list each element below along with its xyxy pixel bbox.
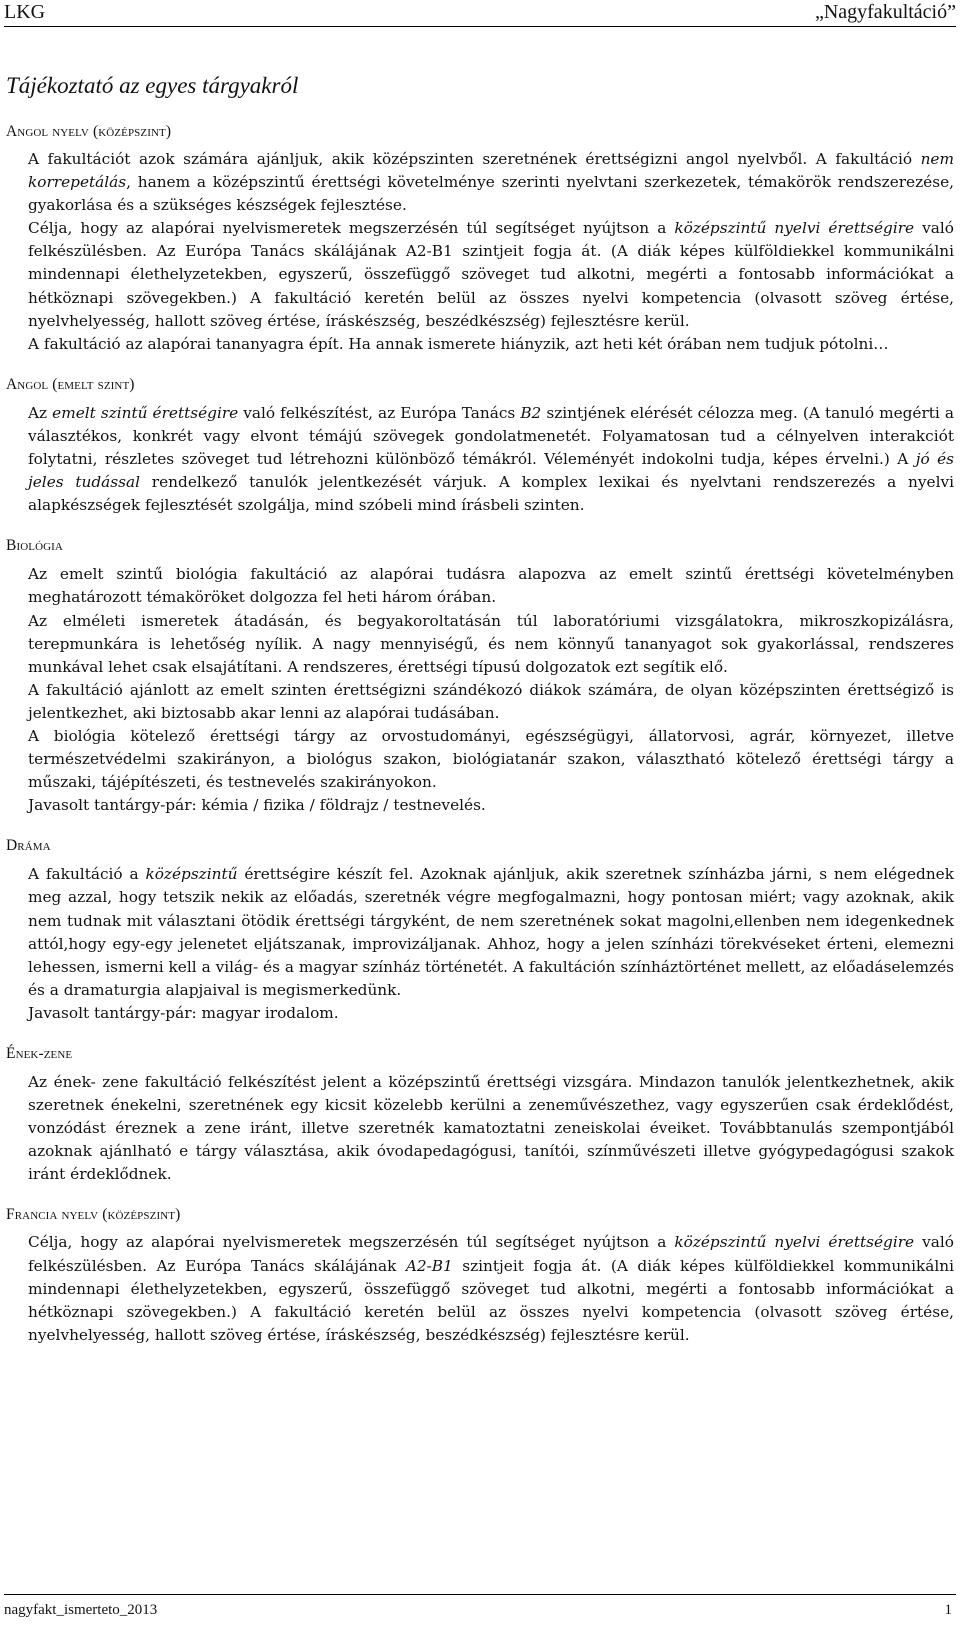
text-run: szintjeit fogja át. (A diák képes külföldiekkel kommunikálni mindennapi élethelyzetekben, egyszerű, összefüggő szöveget tud alkotni, megérti a fontosabb információkat a hétköznapi szövegekben.) A fakultáció keretén belül az összes nyelvi kompetencia (olvasott szöveg értése, nyelvhelyesség, hallott szöveg értése, íráskészség, beszédkészség) fejlesztésre kerül. bbox=[28, 1256, 955, 1344]
text-run: érettségire készít fel. Azoknak ajánljuk, akik szeretnek színházba járni, s nem elégednek meg azzal, hogy tetszik nekik az előadás, szeretnék végre megfogalmazni, hogy pontosan miért; vagy azoknak, akik nem tudnak mit választani ötödik érettségi tárgyként, de nem szeretnének sokat magolni,ellenben nem idegenkednek attól,hogy egy-egy jelenetet eljátszanak, improvizáljanak. Ahhoz, hogy a jelen színházi törekvéseket érteni, elemezni lehessen, ismerni kell a világ- és a magyar színház történetét. A fakultáción színháztörténet mellett, az előadáselemzés és a dramaturgia alapjaival is megismerkedünk. bbox=[28, 865, 954, 999]
section-heading: Biológia bbox=[6, 537, 63, 555]
emphasis: középszintű bbox=[145, 865, 238, 884]
paragraph: A biológia kötelező érettségi tárgy az orvostudományi, egészségügyi, állatorvosi, agrár, környezet, illetve természetvédelmi szakirányon, a biológus szakon, biológiatanár szakon, választható kötelező érettségi tárgy a műszaki, tájépítészeti, és testnevelés szakirányokon. bbox=[28, 726, 954, 792]
text-run: , hanem a középszintű érettségi követelménye szerinti nyelvtani szerkezetek, témakörök rendszerezése, gyakorlása és a szükséges készségek fejlesztése. bbox=[28, 173, 954, 215]
document-content bbox=[0, 123, 960, 1347]
emphasis: B2 bbox=[520, 403, 542, 422]
paragraph bbox=[28, 863, 954, 1002]
header-school-abbrev: LKG bbox=[4, 1, 46, 23]
paragraph: Az elméleti ismeretek átadásán, és begyakoroltatásán túl laboratóriumi vizsgálatokra, mikroszkopizálásra, terepmunkára is lehetőség nyílik. A nagy mennyiségű, és nem könnyű tananyagot sok gyakorlással, rendszeres munkával lehet csak elsajátítani. A rendszeres, érettségi típusú dolgozatok ezt segítik elő. bbox=[28, 611, 954, 676]
text-run: való felkészülésben. Az Európa Tanács skálájának A2-B1 szintjeit fogja át. (A diák képes külföldiekkel kommunikálni mindennapi élethelyzetekben, egyszerű, összefüggő szöveget tud alkotni, megérti a fontosabb információkat a hétköznapi szövegekben.) A fakultáció keretén belül az összes nyelvi kompetencia (olvasott szöveg értése, nyelvhelyesség, hallott szöveg értése, íráskészség, beszédkészség) fejlesztésre kerül. bbox=[28, 219, 954, 330]
section-angol-emelt-szint bbox=[0, 376, 960, 517]
section-heading: Ének-zene bbox=[6, 1045, 73, 1062]
text-run: A fakultációt azok számára ajánljuk, akik középszinten szeretnének érettségizni angol nyelvből. A fakultáció bbox=[28, 150, 921, 168]
emphasis: nem korrepetálás bbox=[28, 150, 954, 192]
paragraph: Az ének- zene fakultáció felkészítést jelent a középszintű érettségi vizsgára. Mindazon tanulók jelentkezhetnek, akik szeretnek énekelni, szeretnének egy kicsit közelebb kerülni a zeneművészethez, vagy egyszerűen csak érdeklődést, vonzódást éreznek a zene iránt, illetve szeretnék kamatoztatni zeneiskolai éveiket. Továbbtanulás szempontjából azoknak ajánlható e tárgy választása, akik óvodapedagógusi, tanítói, színművészeti illetve gyógypedagógusi szakok iránt érdeklődnek. bbox=[28, 1073, 954, 1184]
text-run: rendelkező tanulók jelentkezését várjuk. A komplex lexikai és nyelvtani rendszerezés a nyelvi alapkészségek fejlesztését szolgálja, mind szóbeli mind írásbeli szinten. bbox=[28, 473, 954, 515]
section-enek-zene bbox=[0, 1045, 960, 1186]
paragraph: Javasolt tantárgy-pár: kémia / fizika / földrajz / testnevelés. bbox=[28, 796, 486, 815]
text-run: való felkészítést, az Európa Tanács bbox=[238, 403, 521, 422]
section-heading: Angol nyelv (középszint) bbox=[6, 123, 172, 140]
page-number: 1 bbox=[944, 1602, 952, 1618]
text-run: Célja, hogy az alapórai nyelvismeretek megszerzésén túl segítséget nyújtson a bbox=[28, 1233, 675, 1252]
section-biologia bbox=[0, 537, 960, 817]
section-heading: Angol (emelt szint) bbox=[6, 375, 135, 393]
section-angol-kozepszint bbox=[0, 123, 960, 356]
section-body bbox=[28, 863, 954, 1025]
section-francia-kozepszint bbox=[0, 1206, 960, 1346]
paragraph: A fakultáció ajánlott az emelt szinten érettségizni szándékozó diákok számára, de olyan középszinten érettségiző is jelentkezhet, aki biztosabb akar lenni az alapórai tudásában. bbox=[28, 680, 954, 722]
section-drama bbox=[0, 837, 960, 1025]
emphasis: A2-B1 bbox=[405, 1256, 453, 1275]
text-run: Célja, hogy az alapórai nyelvismeretek megszerzésén túl segítséget nyújtson a bbox=[28, 219, 675, 238]
paragraph: Javasolt tantárgy-pár: magyar irodalom. bbox=[28, 1003, 339, 1022]
page-title: Tájékoztató az egyes tárgyakról bbox=[6, 73, 299, 98]
text-run: A fakultáció a bbox=[28, 865, 146, 884]
header-document-name: „Nagyfakultáció” bbox=[814, 1, 956, 23]
emphasis: jó és jeles tudással bbox=[28, 450, 954, 492]
page-header bbox=[4, 0, 956, 27]
text-run: való felkészülésben. Az Európa Tanács skálájának bbox=[28, 1233, 954, 1275]
paragraph bbox=[28, 148, 954, 217]
emphasis: középszintű nyelvi érettségire bbox=[674, 219, 915, 238]
section-body bbox=[28, 1231, 954, 1346]
text-run: Az bbox=[28, 403, 53, 422]
section-body bbox=[28, 563, 954, 817]
emphasis: középszintű nyelvi érettségire bbox=[674, 1233, 915, 1252]
paragraph: A fakultáció az alapórai tananyagra épít. Ha annak ismerete hiányzik, azt heti két órában nem tudjuk pótolni… bbox=[28, 334, 889, 353]
page-footer bbox=[4, 1594, 956, 1621]
paragraph bbox=[28, 217, 954, 332]
section-body bbox=[28, 1071, 954, 1186]
paragraph bbox=[28, 1231, 954, 1346]
section-heading: Francia nyelv (középszint) bbox=[6, 1206, 181, 1224]
text-run: szintjének elérését célozza meg. (A tanuló megérti a választékos, konkrét vagy elvont témájú szövegek gondolatmenetét. Folyamatosan tud a célnyelven interakciót folytatni, részletes szöveget tud létrehozni különböző témákról. Véleményét indokolni tudja, képes érvelni.) A bbox=[28, 403, 954, 469]
footer-filename: nagyfakt_ismerteto_2013 bbox=[4, 1602, 158, 1618]
section-heading: Dráma bbox=[6, 837, 51, 855]
paragraph: Az emelt szintű biológia fakultáció az alapórai tudásra alapozva az emelt szintű érettségi követelményben meghatározott témaköröket dolgozza fel heti három órában. bbox=[28, 565, 954, 607]
section-body bbox=[28, 402, 954, 517]
section-body bbox=[28, 148, 954, 356]
paragraph bbox=[28, 402, 954, 517]
emphasis: emelt szintű érettségire bbox=[52, 403, 239, 422]
